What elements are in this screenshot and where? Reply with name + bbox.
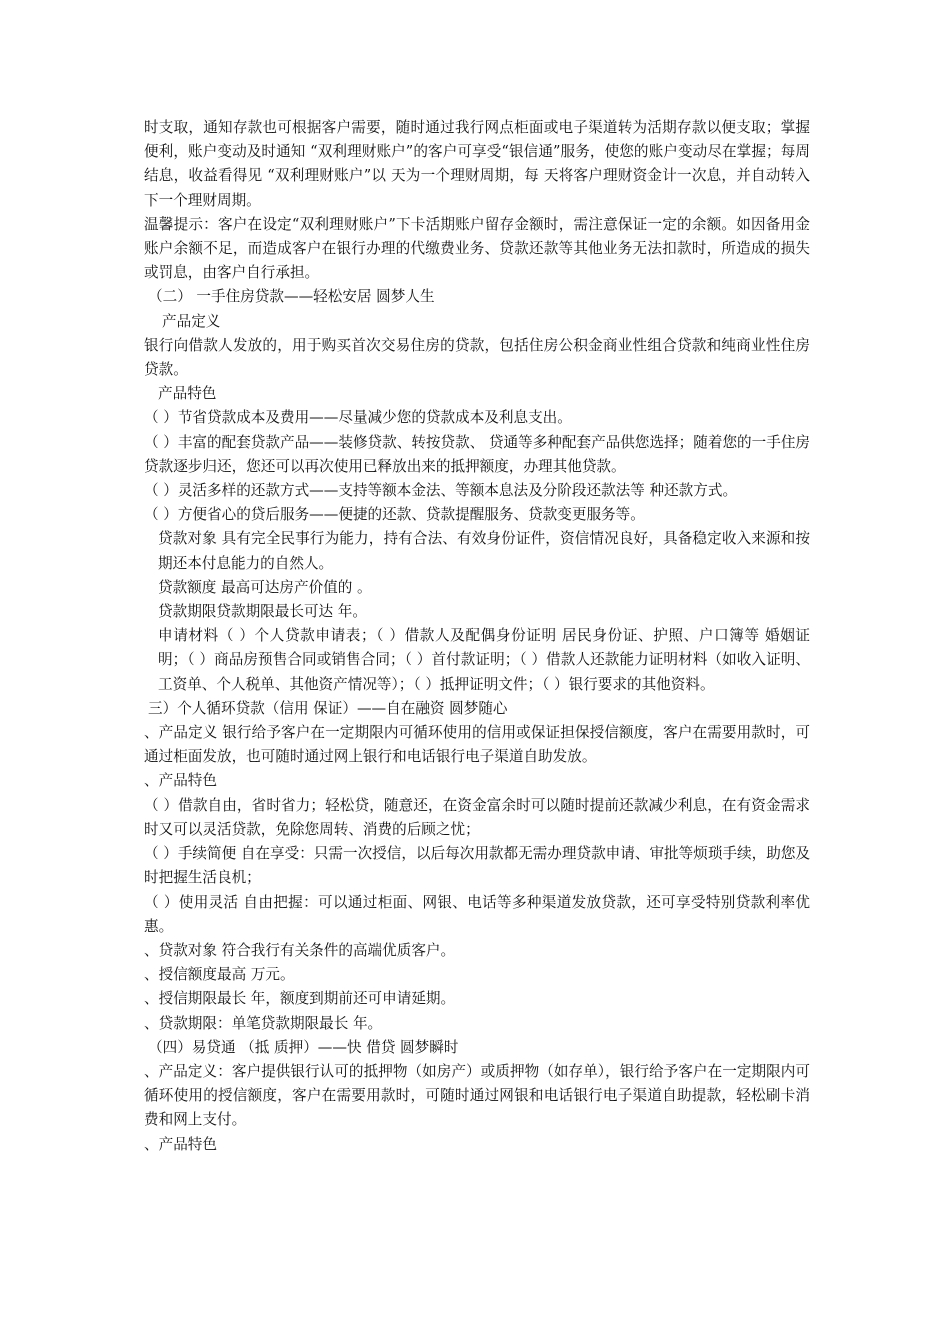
paragraph-application-materials: 申请材料（ ）个人贷款申请表；（ ）借款人及配偶身份证明 居民身份证、护照、户口簿等 婚姻证明；（ ）商品房预售合同或销售合同；（ ）首付款证明；（ ）借款人还款能力证明材料（如收入证明、工资单、个人税单、其他资产情况等）；（ ）抵押证明文件；（ ）银行要求的其他资料。: [158, 627, 810, 693]
subheading-product-features-3: 、产品特色: [144, 772, 217, 790]
paragraph-product-definition-4: 、产品定义：客户提供银行认可的抵押物（如房产）或质押物（如存单），银行给予客户在一定期限内可循环使用的授信额度，客户在需要用款时，可随时通过网银和电话银行电子渠道自助提款，轻松刷卡消费和网上支付。: [144, 1062, 810, 1129]
list-item-1: （ ）节省贷款成本及费用——尽量减少您的贷款成本及利息支出。: [144, 409, 572, 427]
subheading-product-features: 产品特色: [158, 385, 217, 403]
subheading-product-definition: 产品定义: [162, 312, 221, 330]
paragraph-credit-limit: 、授信额度最高 万元。: [144, 966, 295, 984]
paragraph-loan-target: 贷款对象 具有完全民事行为能力，持有合法、有效身份证件，资信情况良好，具备稳定收入来源和按期还本付息能力的自然人。: [158, 530, 810, 572]
paragraph-2: 温馨提示：客户在设定“双利理财账户”下卡活期账户留存金额时，需注意保证一定的余额。如因备用金账户余额不足，而造成客户在银行办理的代缴费业务、贷款还款等其他业务无法扣款时，所造成的损失或罚息，由客户自行承担。: [144, 215, 810, 282]
document-page: [144, 116, 810, 1157]
list-item-5: （ ）借款自由，省时省力；轻松贷，随意还，在资金富余时可以随时提前还款减少利息，在有资金需求时又可以灵活贷款，免除您周转、消费的后顾之忧；: [144, 796, 810, 838]
paragraph-credit-term: 、授信期限最长 年，额度到期前还可申请延期。: [144, 990, 456, 1008]
section-heading-2: （二） 一手住房贷款——轻松安居 圆梦人生: [148, 288, 435, 306]
paragraph-loan-term: 贷款期限贷款期限最长可达 年。: [158, 603, 367, 621]
section-heading-3: 三）个人循环贷款（信用 保证）——自在融资 圆梦随心: [148, 699, 508, 717]
paragraph-loan-term-3: 、贷款期限：单笔贷款期限最长 年。: [144, 1014, 383, 1032]
section-heading-4: （四）易贷通 （抵 质押）——快 借贷 圆梦瞬时: [148, 1038, 459, 1056]
paragraph-loan-target-3: 、贷款对象 符合我行有关条件的高端优质客户。: [144, 941, 456, 959]
paragraph-5: 银行向借款人发放的，用于购买首次交易住房的贷款，包括住房公积金商业性组合贷款和纯商业性住房贷款。: [144, 336, 810, 379]
list-item-2: （ ）丰富的配套贷款产品——装修贷款、转按贷款、 贷通等多种配套产品供您选择；随着您的一手住房贷款逐步归还，您还可以再次使用已释放出来的抵押额度，办理其他贷款。: [144, 433, 811, 475]
list-item-6: （ ）手续简便 自在享受：只需一次授信，以后每次用款都无需办理贷款申请、审批等烦琐手续，助您及时把握生活良机；: [144, 845, 811, 887]
paragraph-product-definition-3: 、产品定义 银行给予客户在一定期限内可循环使用的信用或保证担保授信额度，客户在需要用款时，可通过柜面发放，也可随时通过网上银行和电话银行电子渠道自助发放。: [144, 724, 810, 766]
paragraph-1: 时支取，通知存款也可根据客户需要，随时通过我行网点柜面或电子渠道转为活期存款以便支取；掌握便利，账户变动及时通知 “双利理财账户”的客户可享受“银信通”服务，使您的账户变动尽在掌握；每周结息，收益看得见 “双利理财账户”以 天为一个理财周期，每 天将客户理财资金计一次息，并自动转入下一个理财周期。: [144, 119, 810, 209]
paragraph-loan-amount: 贷款额度 最高可达房产价值的 。: [158, 578, 372, 596]
subheading-product-features-4: 、产品特色: [144, 1135, 217, 1153]
list-item-7: （ ）使用灵活 自由把握：可以通过柜面、网银、电话等多种渠道发放贷款，还可享受特别贷款利率优惠。: [144, 893, 810, 935]
list-item-4: （ ）方便省心的贷后服务——便捷的还款、贷款提醒服务、贷款变更服务等。: [144, 506, 645, 524]
list-item-3: （ ）灵活多样的还款方式——支持等额本金法、等额本息法及分阶段还款法等 种还款方式。: [144, 482, 738, 500]
